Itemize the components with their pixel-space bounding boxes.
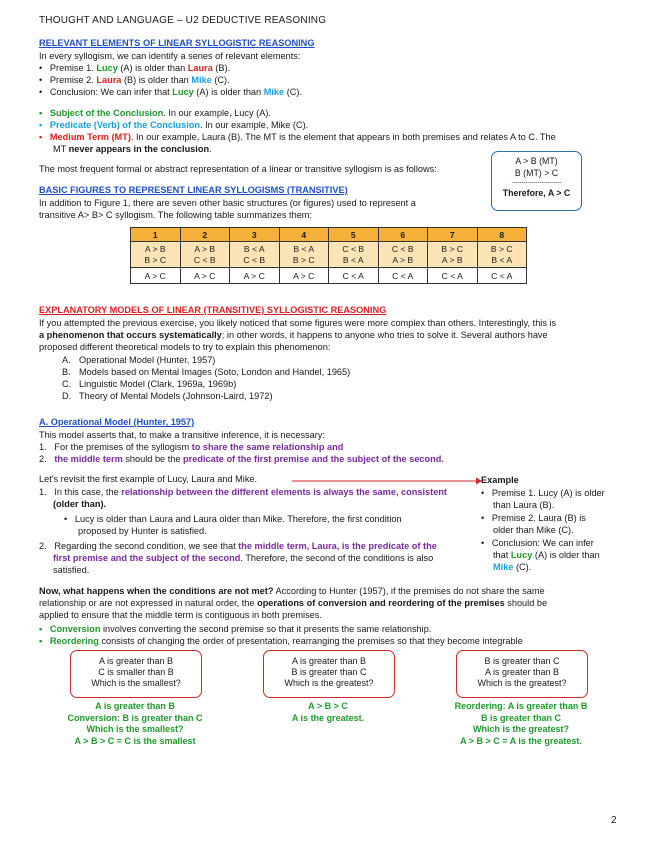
models-text-2-rest: ; in other words, it happens to anyone who tries to solve it. Several authors have [221,330,548,340]
mt-never-appears: never appears in the conclusion [68,144,210,154]
revisit-2-highlight-2: first premise and the subject of the second [53,553,241,563]
table-cell [279,242,329,268]
example-box-1 [70,650,202,698]
example-title: Example [481,475,519,485]
example-box-3 [456,650,588,698]
table-cell-line: C < B [342,243,365,254]
table-cell [131,242,181,268]
bullet: • [64,514,68,524]
bullet: • [39,120,43,130]
revisit-point-2-end: satisfied. [53,565,90,575]
operations-bold: operations of conversion and reordering of the premises [257,598,505,608]
box-3-answer [431,701,611,747]
bullet: • [39,87,43,97]
example-p1-line-1: Premise 1. Lucy (A) is older [491,488,605,498]
table-cell-line: A > B [194,243,216,254]
laura-term: Laura [96,75,122,85]
example-conclusion [481,538,594,550]
revisit-point-2 [39,541,437,553]
conditions-text-3: applied to ensure that the middle term is contiguous in both premises. [39,610,322,620]
table-cell: C < A [378,268,428,284]
conversion-text: involves converting the second premise so that it presents the same relationship. [100,624,432,634]
table-cell: 3 [230,228,280,242]
conclusion [39,87,302,99]
table-cell [378,242,428,268]
bullet: • [39,108,43,118]
table-cell-line: A > B [392,254,414,265]
def-mt-text: . In our example, Laura (B). The MT is the element that appears in both premises and relates A to C. The [130,132,556,142]
table-cell-line: B < A [491,254,513,265]
box-2-line-3: Which is the greatest? [284,678,374,689]
mt-formula-line-1: A > B (MT) [515,156,558,166]
page-header: THOUGHT AND LANGUAGE – U2 DEDUCTIVE REASONING [39,15,327,26]
revisit-point-1-cont: (older than). [53,499,107,509]
conditions-text-2c: should be [504,598,548,608]
condition-2-highlight: predicate of the first premise and the subject of the second. [183,454,444,464]
table-cell: A > C [131,268,181,284]
table-cell: A > C [279,268,329,284]
revisit-1-number: 1. [39,487,47,497]
condition-1-highlight: to share the same relationship and [191,442,344,452]
table-cell: A > C [230,268,280,284]
box-3-answer-line-3: Which is the greatest? [472,724,570,735]
example-c-end: (C). [513,562,532,572]
example-c-line-1: Conclusion: We can infer [491,538,594,548]
figures-text-2: transitive A> B> C syllogism. The following table summarizes them: [39,210,313,220]
box-1-answer [40,701,230,747]
table-cell: C < A [477,268,527,284]
revisit-2-prefix: Regarding the second condition, we see that [54,541,239,551]
table-cell-line: B > C [441,243,464,254]
box-1-answer-line-2: Conversion: B is greater than C [67,712,203,723]
premise-2-mid: (B) is older than [121,75,192,85]
model-list-key: C. [62,379,72,389]
table-cell [477,242,527,268]
bullet: • [39,132,43,142]
box-3-answer-line-2: B is greater than C [480,712,562,723]
systematic-phenomenon: a phenomenon that occurs systematically [39,330,222,340]
bullet: • [481,538,485,548]
table-cell-line: C < B [193,254,216,265]
model-list-text: Operational Model (Hunter, 1957) [79,355,216,365]
laura-term: Laura [187,63,213,73]
table-cell-line: C < B [391,243,414,254]
table-cell: 6 [378,228,428,242]
table-cell: C < A [428,268,478,284]
premise-2-prefix: Premise 2. [49,75,97,85]
conclusion-suffix: (C). [284,87,303,97]
table-cell-line: B > C [292,254,315,265]
box-3-line-1: B is greater than C [484,656,560,666]
models-text-1: If you attempted the previous exercise, you likely noticed that some figures were more complex than others. Interestingly, this is [39,318,557,328]
def-subject [39,108,271,120]
box-1-line-3: Which is the smallest? [91,678,181,689]
figures-table [130,227,527,284]
model-list-item [62,367,350,379]
intro-text: In every syllogism, we can identify a series of relevant elements: [39,51,301,61]
revisit-1-sub [64,514,402,526]
mt-formula-divider: ------------------------- [511,180,562,186]
conversion-def [39,624,431,636]
box-1-answer-line-3: Which is the smallest? [86,724,184,735]
mt-formula-line-2: B (MT) > C [514,168,559,178]
table-cell: 7 [428,228,478,242]
conditions-text-2 [39,598,547,610]
reordering-def [39,636,523,648]
revisit-point-1 [39,487,447,499]
box-2-answer-line-1: A > B > C [308,701,348,711]
condition-1 [39,442,343,454]
example-p2-line-2: older than Mike (C). [493,525,574,535]
box-1-answer-line-4: A > B > C = C is the smallest [74,735,196,746]
revisit-1-sub-line-1: Lucy is older than Laura and Laura older than Mike. Therefore, the first condition [74,514,402,524]
revisit-2-number: 2. [39,541,47,551]
bullet: • [39,75,43,85]
mt-cont-prefix: MT [53,144,69,154]
def-subject-label: Subject of the Conclusion [49,108,164,118]
example-premise-1 [481,488,605,500]
model-list-item [62,379,236,391]
model-list-item [62,355,215,367]
model-list-text: Linguistic Model (Clark, 1969a, 1969b) [79,379,237,389]
revisit-1-highlight: relationship between the different elements is always the same, consistent [121,487,447,497]
model-list-key: A. [62,355,71,365]
premise-2 [39,75,230,87]
model-list-text: Theory of Mental Models (Johnson-Laird, 1972) [79,391,273,401]
table-cell-line: C < B [243,254,266,265]
revisit-1-prefix: In this case, the [54,487,122,497]
models-text-3: proposed different theoretical models to try to explain this phenomenon: [39,342,331,352]
table-cell-line: B < A [293,243,315,254]
def-medium-term-cont [53,144,212,156]
conditions-text-2a: relationship or are not expressed in natural order, the [39,598,258,608]
premise-1 [39,63,230,75]
table-cell-line: A > B [144,243,166,254]
model-list-item [62,391,273,403]
table-cell [230,242,280,268]
table-cell-line: B < A [342,254,364,265]
mt-cont-suffix: . [209,144,212,154]
example-premise-2 [481,513,586,525]
table-conclusion-row [131,268,527,284]
section-title-relevant-elements: RELEVANT ELEMENTS OF LINEAR SYLLOGISTIC REASONING [39,38,315,48]
table-premises-row [131,242,527,268]
mt-formula-conclusion: Therefore, A > C [502,188,571,198]
condition-1-number: 1. [39,442,47,452]
conditions-text-1-rest: According to Hunter (1957), if the premises do not share the same [273,586,545,596]
example-c-line-3 [493,562,531,574]
table-cell: 2 [180,228,230,242]
table-header-row [131,228,527,242]
example-box-2 [263,650,395,698]
section-title-explanatory-models: EXPLANATORY MODELS OF LINEAR (TRANSITIVE) SYLLOGISTIC REASONING [39,305,387,315]
table-cell [180,242,230,268]
example-p2-line-1: Premise 2. Laura (B) is [491,513,586,523]
model-list-key: B. [62,367,71,377]
def-mt-label: Medium Term (MT) [49,132,131,142]
conditions-question: Now, what happens when the conditions are not met? [39,586,274,596]
conclusion-mid: (A) is older than [193,87,264,97]
figures-text-1: In addition to Figure 1, there are seven other basic structures (or figures) used to represent a [39,198,416,208]
table-cell: A > C [180,268,230,284]
box-1-answer-line-1: A is greater than B [95,701,175,711]
conditions-text-1 [39,586,545,598]
box-3-answer-line-1: Reordering: A is greater than B [454,701,588,711]
conversion-label: Conversion [49,624,101,634]
condition-2-mid: should be the [122,454,184,464]
def-medium-term [39,132,556,144]
revisit-point-2-cont [53,553,433,565]
bullet: • [39,636,43,646]
bullet: • [39,63,43,73]
premise-1-mid: (A) is older than [117,63,188,73]
formal-representation-text: The most frequent formal or abstract representation of a linear or transitive syllogism is as follows: [39,164,437,174]
mike-term: Mike [191,75,212,85]
box-3-line-2: A is greater than B [484,667,560,678]
def-subject-text: . In our example, Lucy (A). [163,108,271,118]
example-p1-line-2: than Laura (B). [493,500,555,510]
revisit-2-post: . Therefore, the second of the conditions is also [240,553,434,563]
premise-1-prefix: Premise 1. [49,63,97,73]
mt-formula-box [491,151,582,211]
premise-1-suffix: (B). [212,63,231,73]
table-cell: 8 [477,228,527,242]
example-c-line-2 [493,550,600,562]
model-list-text: Models based on Mental Images (Soto, London and Handel, 1965) [79,367,351,377]
condition-2-middle-term: the middle term [54,454,123,464]
box-2-answer [243,701,413,724]
table-cell: 1 [131,228,181,242]
table-cell-line: B > C [490,243,513,254]
box-1-line-2: C is smaller than B [98,667,174,678]
premise-2-suffix: (C). [211,75,230,85]
conclusion-prefix: Conclusion: We can infer that [49,87,173,97]
def-predicate [39,120,308,132]
page-number: 2 [611,815,617,826]
def-predicate-text: . In our example, Mike (C). [199,120,309,130]
example-c-post: (A) is older than [532,550,600,560]
table-cell: 4 [279,228,329,242]
arrow-right-icon [292,476,482,486]
table-cell [329,242,379,268]
table-cell-line: B < A [243,243,265,254]
model-list-key: D. [62,391,72,401]
table-cell-line: B > C [144,254,167,265]
bullet: • [39,624,43,634]
condition-2-number: 2. [39,454,47,464]
condition-1-prefix: For the premises of the syllogism [54,442,192,452]
bullet: • [481,513,485,523]
lucy-term: Lucy [510,550,533,560]
table-cell: 5 [329,228,379,242]
box-2-line-1: A is greater than B [291,656,367,666]
revisit-1-sub-line-2: proposed by Hunter is satisfied. [78,526,207,536]
condition-2 [39,454,444,466]
lucy-term: Lucy [96,63,118,73]
revisit-text: Let's revisit the first example of Lucy, Laura and Mike. [39,474,258,484]
box-3-line-3: Which is the greatest? [477,678,567,689]
reordering-text: consists of changing the order of presentation, rearranging the premises so that they become integrable [98,636,523,646]
box-2-answer-line-2: A is the greatest. [291,712,365,723]
mike-term: Mike [263,87,285,97]
bullet: • [481,488,485,498]
models-text-2 [39,330,548,342]
example-c-pre: that [493,550,511,560]
section-title-basic-figures: BASIC FIGURES TO REPRESENT LINEAR SYLLOGISMS (TRANSITIVE) [39,185,348,195]
box-3-answer-line-4: A > B > C = A is the greatest. [460,735,582,746]
section-title-operational-model: A. Operational Model (Hunter, 1957) [39,417,195,427]
reordering-label: Reordering [49,636,99,646]
revisit-2-highlight: the middle term, Laura, is the predicate of the [238,541,437,551]
table-cell: C < A [329,268,379,284]
lucy-term: Lucy [172,87,194,97]
table-cell [428,242,478,268]
operational-intro: This model asserts that, to make a transitive inference, it is necessary: [39,430,325,440]
mike-term: Mike [493,562,514,572]
table-cell-line: A > B [441,254,463,265]
box-2-line-2: B is greater than C [291,667,367,678]
box-1-line-1: A is greater than B [98,656,174,666]
def-predicate-label: Predicate (Verb) of the Conclusion [49,120,200,130]
